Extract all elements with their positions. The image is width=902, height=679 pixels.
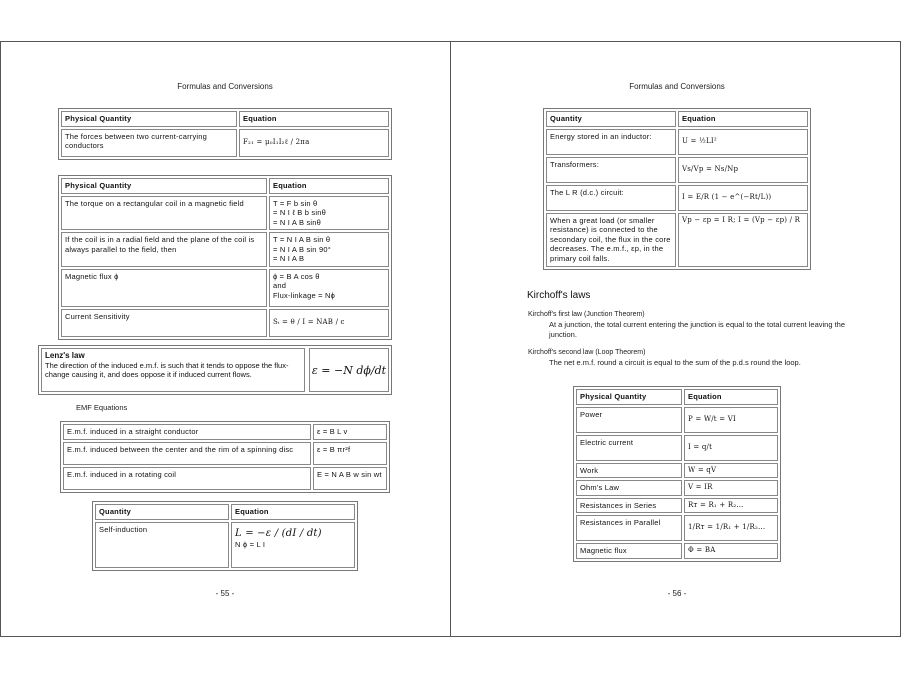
kirchoff-second-law-title: Kirchoff's second law (Loop Theorem) (528, 349, 646, 356)
table-cell-quantity: Transformers: (546, 157, 676, 183)
left-table-self-induction (92, 501, 358, 571)
table-cell-equation: ε = B L v (313, 424, 387, 440)
lenz-law-box (38, 345, 392, 395)
table-cell-equation: U = ½LI² (678, 129, 808, 155)
table-cell-equation: F₂₁ = μ₀I₁I₂ℓ / 2πa (239, 129, 389, 157)
table-header-cell: Physical Quantity (61, 111, 237, 127)
table-cell-equation: Rᴛ = R₁ + R₂... (684, 498, 778, 514)
table-cell-equation: I = E/R (1 − e^(−Rt/L)) (678, 185, 808, 211)
table-cell-equation: ε = B πr²f (313, 442, 387, 465)
table-cell-quantity: The forces between two current-carrying conductors (61, 129, 237, 157)
table-header-cell: Equation (678, 111, 808, 127)
emf-equations-label: EMF Equations (76, 403, 128, 412)
table-cell-equation: I = q/t (684, 435, 778, 461)
table-header-cell: Equation (239, 111, 389, 127)
right-table-inductor (543, 108, 811, 270)
table-cell-quantity: Self-induction (95, 522, 229, 568)
kirchoff-first-law-text: At a junction, the total current entering the junction is equal to the total current leaving the junction. (549, 320, 846, 339)
table-header-cell: Quantity (95, 504, 229, 520)
left-table-forces (58, 108, 392, 160)
emf-table (60, 421, 390, 493)
equation-line: = N I A B (273, 254, 305, 263)
equation-line: = N I A B sinθ (273, 217, 322, 227)
left-page-header: Formulas and Conversions (177, 82, 273, 91)
table-cell-quantity: E.m.f. induced in a rotating coil (63, 467, 311, 490)
table-cell-quantity: Resistances in Parallel (576, 515, 682, 541)
table-cell-equation (231, 522, 355, 568)
table-cell-quantity: Power (576, 407, 682, 433)
table-cell-quantity: E.m.f. induced between the center and the rim of a spinning disc (63, 442, 311, 465)
left-table-magnetic (58, 175, 392, 340)
table-cell-quantity: When a great load (or smaller resistance) is connected to the secondary coil, the flux in the core decreases. The e.m.f., εp, in the primary coil falls. (546, 213, 676, 267)
table-cell-equation (269, 196, 389, 231)
table-cell-quantity: Magnetic flux ϕ (61, 269, 267, 307)
table-header-cell: Quantity (546, 111, 676, 127)
table-cell-equation: W = qV (684, 463, 778, 479)
equation-line: = N I A B sin 90° (273, 244, 331, 254)
table-header-cell: Physical Quantity (576, 389, 682, 405)
table-header-cell: Equation (684, 389, 778, 405)
table-cell-quantity: Electric current (576, 435, 682, 461)
page-divider (450, 41, 451, 637)
equation-line: and (273, 281, 287, 290)
kirchoff-heading: Kirchoff's laws (527, 290, 591, 301)
left-page-number: - 55 - (215, 589, 235, 598)
table-cell-equation: V = IR (684, 480, 778, 496)
table-cell-equation: E = N A B w sin wt (313, 467, 387, 490)
table-header-cell: Equation (269, 178, 389, 194)
table-cell-equation: Vp − εp = I R; I = (Vp − εp) / R (678, 213, 808, 267)
table-cell-quantity: E.m.f. induced in a straight conductor (63, 424, 311, 440)
equation-line: = N I ℓ B b sinθ (273, 208, 326, 217)
lenz-law-text: The direction of the induced e.m.f. is such that it tends to oppose the flux-change causing it, and does oppose it if induced current flows. (45, 360, 289, 379)
table-cell-quantity: If the coil is in a radial field and the plane of the coil is always parallel to the field, then (61, 232, 267, 267)
table-cell-equation: Vs/Vp = Ns/Np (678, 157, 808, 183)
table-cell-quantity: The L R (d.c.) circuit: (546, 185, 676, 211)
table-cell-quantity: The torque on a rectangular coil in a magnetic field (61, 196, 267, 231)
lenz-law-equation: ε = −N dϕ/dt (309, 348, 389, 392)
table-cell-quantity: Resistances in Series (576, 498, 682, 514)
table-cell-equation: P = W/t = VI (684, 407, 778, 433)
table-cell-quantity: Magnetic flux (576, 543, 682, 559)
table-cell-equation (269, 269, 389, 307)
kirchoff-second-law-text: The net e.m.f. round a circuit is equal to the sum of the p.d.s round the loop. (549, 358, 801, 367)
right-page-number: - 56 - (667, 589, 687, 598)
right-table-circuits (573, 386, 781, 562)
table-cell-quantity: Energy stored in an inductor: (546, 129, 676, 155)
table-cell-quantity: Ohm's Law (576, 480, 682, 496)
table-cell-quantity: Work (576, 463, 682, 479)
lenz-law-text-cell (41, 348, 305, 392)
table-cell-equation (269, 232, 389, 267)
equation-line: Flux-linkage = Nϕ (273, 290, 335, 300)
table-cell-equation: Φ = BA (684, 543, 778, 559)
kirchoff-first-law-title: Kirchoff's first law (Junction Theorem) (528, 311, 645, 318)
table-cell-equation: Sᵢ = θ / I = NAB / c (269, 309, 389, 337)
table-cell-equation: 1/Rᴛ = 1/R₁ + 1/R₂... (684, 515, 778, 541)
table-cell-quantity: Current Sensitivity (61, 309, 267, 337)
equation-line: ϕ = B A cos θ (273, 271, 320, 281)
table-header-cell: Equation (231, 504, 355, 520)
equation-line: T = F b sin θ (273, 198, 318, 208)
right-page-header: Formulas and Conversions (629, 82, 725, 91)
equation-line: L = −ε / (dI / dt) (235, 527, 322, 539)
table-header-cell: Physical Quantity (61, 178, 267, 194)
equation-line: N ϕ = L I (235, 540, 266, 549)
equation-line: T = N I A B sin θ (273, 235, 331, 244)
lenz-law-title: Lenz's law (45, 351, 85, 360)
